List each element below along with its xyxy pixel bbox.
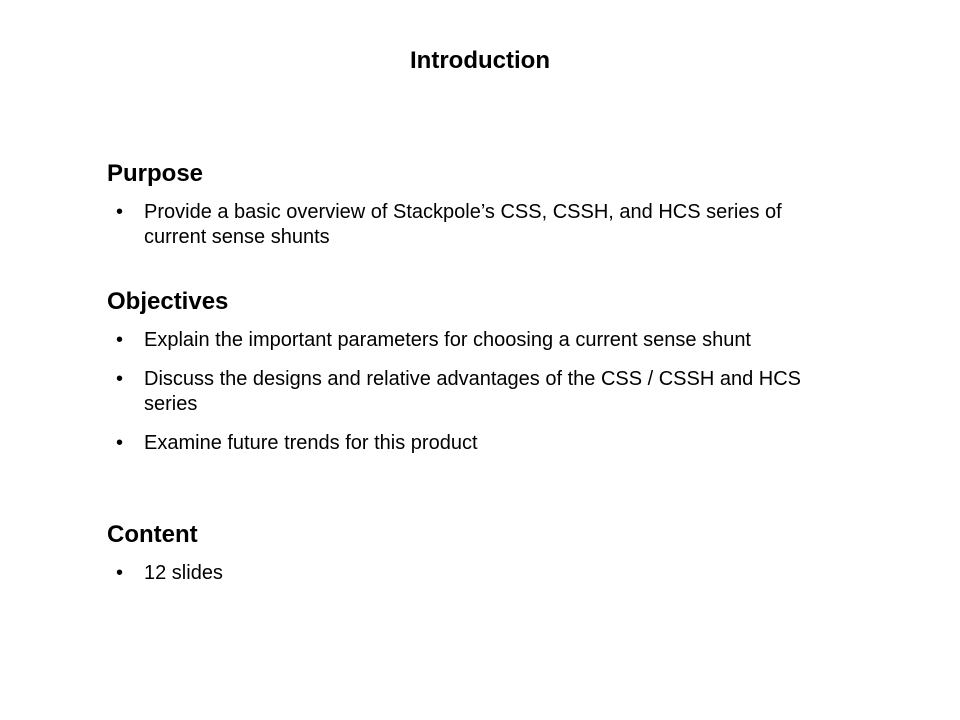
bullet-icon: • xyxy=(116,432,124,454)
bullet-list-content xyxy=(107,561,827,586)
section-objectives xyxy=(107,286,827,470)
section-content xyxy=(107,519,827,600)
bullet-item xyxy=(107,200,827,250)
bullet-icon: • xyxy=(116,329,124,351)
bullet-item xyxy=(107,431,827,456)
bullet-icon: • xyxy=(116,201,124,223)
bullet-list-purpose xyxy=(107,200,827,250)
bullet-item xyxy=(107,328,827,353)
bullet-text: Explain the important parameters for choosing a current sense shunt xyxy=(144,329,751,351)
bullet-list-objectives xyxy=(107,328,827,456)
section-purpose xyxy=(107,158,827,264)
section-heading-content: Content xyxy=(107,521,198,548)
bullet-icon: • xyxy=(116,368,124,390)
bullet-item xyxy=(107,561,827,586)
bullet-text: Provide a basic overview of Stackpole’s CSS, CSSH, and HCS series of current sense shunts xyxy=(144,201,782,248)
slide-title: Introduction xyxy=(410,47,550,74)
section-heading-purpose: Purpose xyxy=(107,160,204,187)
bullet-item xyxy=(107,367,827,417)
bullet-text: Discuss the designs and relative advantages of the CSS / CSSH and HCS series xyxy=(144,368,802,415)
bullet-icon: • xyxy=(116,562,124,584)
bullet-text: 12 slides xyxy=(144,562,223,584)
section-heading-objectives: Objectives xyxy=(107,288,229,315)
bullet-text: Examine future trends for this product xyxy=(144,432,478,454)
